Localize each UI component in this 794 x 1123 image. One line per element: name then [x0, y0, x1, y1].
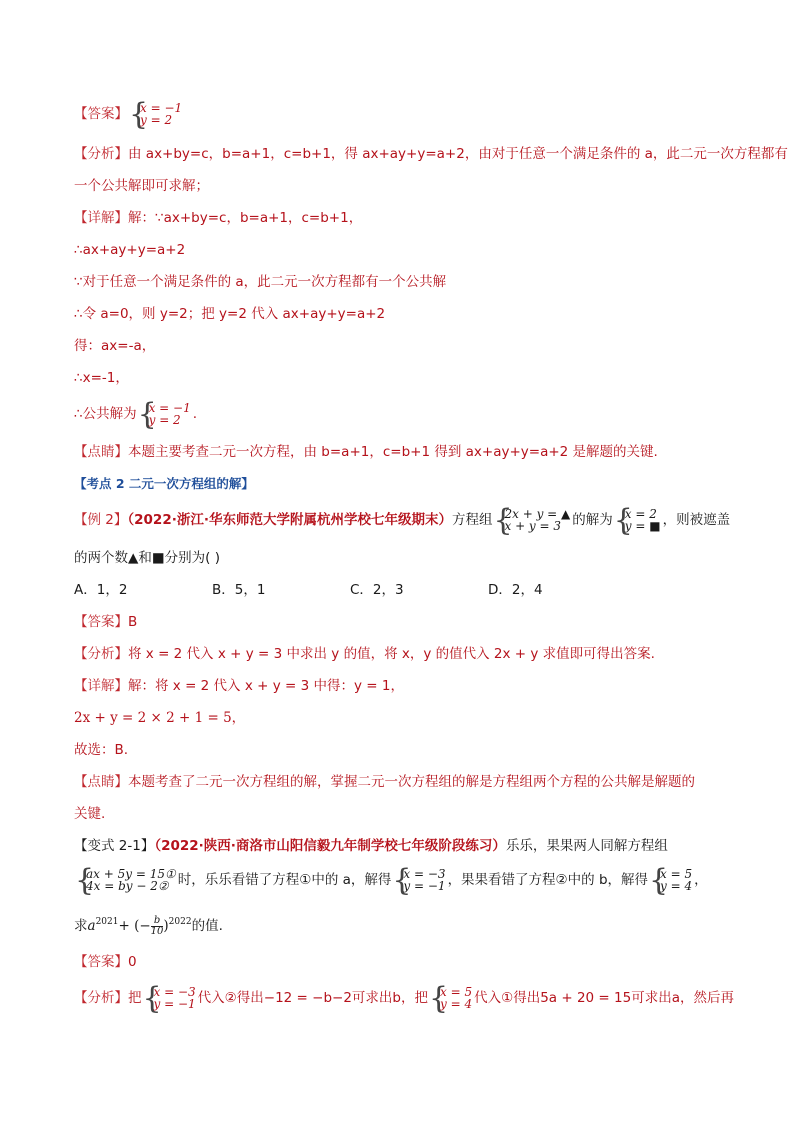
variant-analysis-sol2-y: y = 4 [440, 997, 473, 1011]
example2-stem-1: 方程组 [451, 512, 493, 528]
variant-analysis-2: 代入②得出−12 = −b−2可求出b，把 [197, 990, 428, 1006]
variant-analysis-1: 把 [128, 990, 142, 1006]
example2-comment-text: 本题考查了二元一次方程组的解，掌握二元一次方程组的解是方程组两个方程的公共解是解题的 [128, 774, 695, 790]
section-heading: 【考点 2 二元一次方程组的解】 [74, 476, 254, 491]
variant-solution-1 [393, 868, 445, 892]
option-c: C．2，3 [350, 582, 404, 598]
option-a: A．1，2 [74, 582, 128, 598]
example2-analysis [74, 644, 655, 664]
variant-solution-2-x: { x = 5 [660, 867, 693, 881]
example2-stem-3: ，则被遮盖 [662, 512, 731, 528]
common-solution-suffix: . [192, 406, 198, 422]
example2-system-row-1: { 2x + y = ▲ [504, 507, 571, 521]
variant-ask-den: 10 [150, 925, 164, 937]
example2-system [494, 508, 570, 532]
variant-stem-3: ，果果看错了方程②中的 b，解得 [447, 872, 649, 888]
answer-tag: 【答案】 [74, 106, 128, 122]
common-solution-y: y = 2 [148, 413, 181, 427]
example2-answer [74, 612, 137, 632]
analysis-tag: 【分析】 [74, 990, 128, 1006]
variant-solution-1-x: { x = −3 [403, 867, 446, 881]
variant-answer-value: 0 [128, 954, 137, 970]
answer-x: { x = −1 [140, 101, 183, 115]
variant-line-3 [74, 912, 223, 937]
variant-ask-exp1: 2021 [95, 917, 119, 927]
example2-comment-2: 关键. [74, 806, 106, 822]
variant-system [76, 868, 176, 892]
variant-solution-2 [650, 868, 692, 892]
detail-line-2: ∴ax+ay+y=a+2 [74, 242, 186, 258]
variant-ask-close: ) [163, 918, 169, 934]
answer-tag: 【答案】 [74, 954, 128, 970]
variant-ask-a: a [87, 918, 96, 934]
detail-tag: 【详解】 [74, 210, 128, 226]
variant-stem-2: 时，乐乐看错了方程①中的 a，解得 [177, 872, 392, 888]
example2-stem-line-1 [74, 508, 730, 532]
variant-line-1 [74, 836, 668, 856]
analysis-text-1: 由 ax+by=c，b=a+1，c=b+1，得 ax+ay+y=a+2，由对于任意一个满足条件的 a，此二元一次方程都有 [128, 146, 788, 162]
variant-ask-prefix: 求 [74, 918, 88, 934]
variant-ask-mid: + (− [118, 918, 151, 934]
detail-line-3: ∵对于任意一个满足条件的 a，此二元一次方程都有一个公共解 [74, 274, 447, 290]
common-solution-x: { x = −1 [148, 401, 191, 415]
detail-line-7 [74, 402, 197, 426]
detail-line-5: 得：ax=-a， [74, 338, 156, 354]
variant-ask-num: b [151, 916, 164, 927]
detail-line-4: ∴令 a=0，则 y=2；把 y=2 代入 ax+ay+y=a+2 [74, 306, 386, 322]
variant-tag: 【变式 2-1】 [74, 838, 155, 854]
common-solution-prefix: ∴公共解为 [74, 406, 137, 422]
variant-ask-exp2: 2022 [168, 917, 192, 927]
comment-tag: 【点睛】 [74, 774, 128, 790]
variant-analysis-sol1-x: { x = −3 [153, 985, 196, 999]
detail-line-1 [74, 208, 362, 228]
variant-stem-4: ， [694, 872, 708, 888]
variant-analysis-solution-1 [144, 986, 196, 1010]
example2-detail-text-1: 解：将 x = 2 代入 x + y = 3 中得：y = 1， [128, 678, 404, 694]
variant-analysis-sol1-y: y = −1 [153, 997, 196, 1011]
common-solution-system [139, 402, 191, 426]
example2-solution-row-1: { x = 2 [624, 507, 657, 521]
example2-detail-3: 故选：B. [74, 742, 129, 758]
detail-line-6: ∴x=-1， [74, 370, 129, 386]
answer-system [130, 102, 182, 126]
comment-line-1 [74, 442, 658, 462]
analysis-line-1 [74, 144, 788, 164]
analysis-tag: 【分析】 [74, 646, 128, 662]
example2-analysis-text: 将 x = 2 代入 x + y = 3 中求出 y 的值，将 x，y 的值代入 2x + y 求值即可得出答案. [128, 646, 655, 662]
example2-solution-row-2: y = ■ [624, 519, 661, 533]
answer-y: y = 2 [140, 113, 173, 127]
analysis-tag: 【分析】 [74, 146, 128, 162]
example2-system-row-2: x + y = 3 [504, 519, 562, 533]
option-d: D．2，4 [488, 582, 543, 598]
variant-stem-1: 乐乐，果果两人同解方程组 [505, 838, 668, 854]
variant-ask-suffix: 的值. [191, 918, 223, 934]
example2-stem-line-2: 的两个数▲和■分别为( ) [74, 550, 220, 566]
variant-source: （2022·陕西·商洛市山阳信毅九年制学校七年级阶段练习） [154, 838, 506, 854]
comment-text: 本题主要考查二元一次方程，由 b=a+1，c=b+1 得到 ax+ay+y=a+2 是解题的关键. [128, 444, 658, 460]
variant-answer [74, 952, 137, 972]
example2-source: （2022·浙江·华东师范大学附属杭州学校七年级期末） [127, 512, 452, 528]
answer-tag: 【答案】 [74, 614, 128, 630]
variant-analysis-solution-2 [430, 986, 472, 1010]
variant-ask-fraction [151, 916, 164, 937]
analysis-line-2: 一个公共解即可求解； [74, 178, 209, 194]
variant-analysis-3: 代入①得出5a + 20 = 15可求出a，然后再 [474, 990, 734, 1006]
example2-stem-2: 的解为 [572, 512, 613, 528]
variant-eq2: 4x = by − 2② [86, 879, 169, 893]
comment-tag: 【点睛】 [74, 444, 128, 460]
option-b: B．5，1 [212, 582, 266, 598]
variant-eq1: { ax + 5y = 15① [86, 867, 176, 881]
variant-analysis-sol2-x: { x = 5 [440, 985, 473, 999]
example2-solution [615, 508, 661, 532]
example2-comment-1 [74, 772, 695, 792]
example2-options [74, 580, 734, 600]
detail-tag: 【详解】 [74, 678, 128, 694]
example2-detail-1 [74, 676, 404, 696]
answer-line-1 [74, 102, 184, 126]
variant-line-2 [74, 868, 708, 892]
example2-detail-2: 2x + y = 2 × 2 + 1 = 5， [74, 710, 246, 726]
variant-solution-1-y: y = −1 [403, 879, 446, 893]
variant-solution-2-y: y = 4 [660, 879, 693, 893]
detail-text-1: 解：∵ax+by=c，b=a+1，c=b+1， [128, 210, 363, 226]
example2-answer-value: B [128, 614, 138, 630]
example2-label: 【例 2】 [74, 512, 128, 528]
variant-analysis [74, 986, 734, 1010]
